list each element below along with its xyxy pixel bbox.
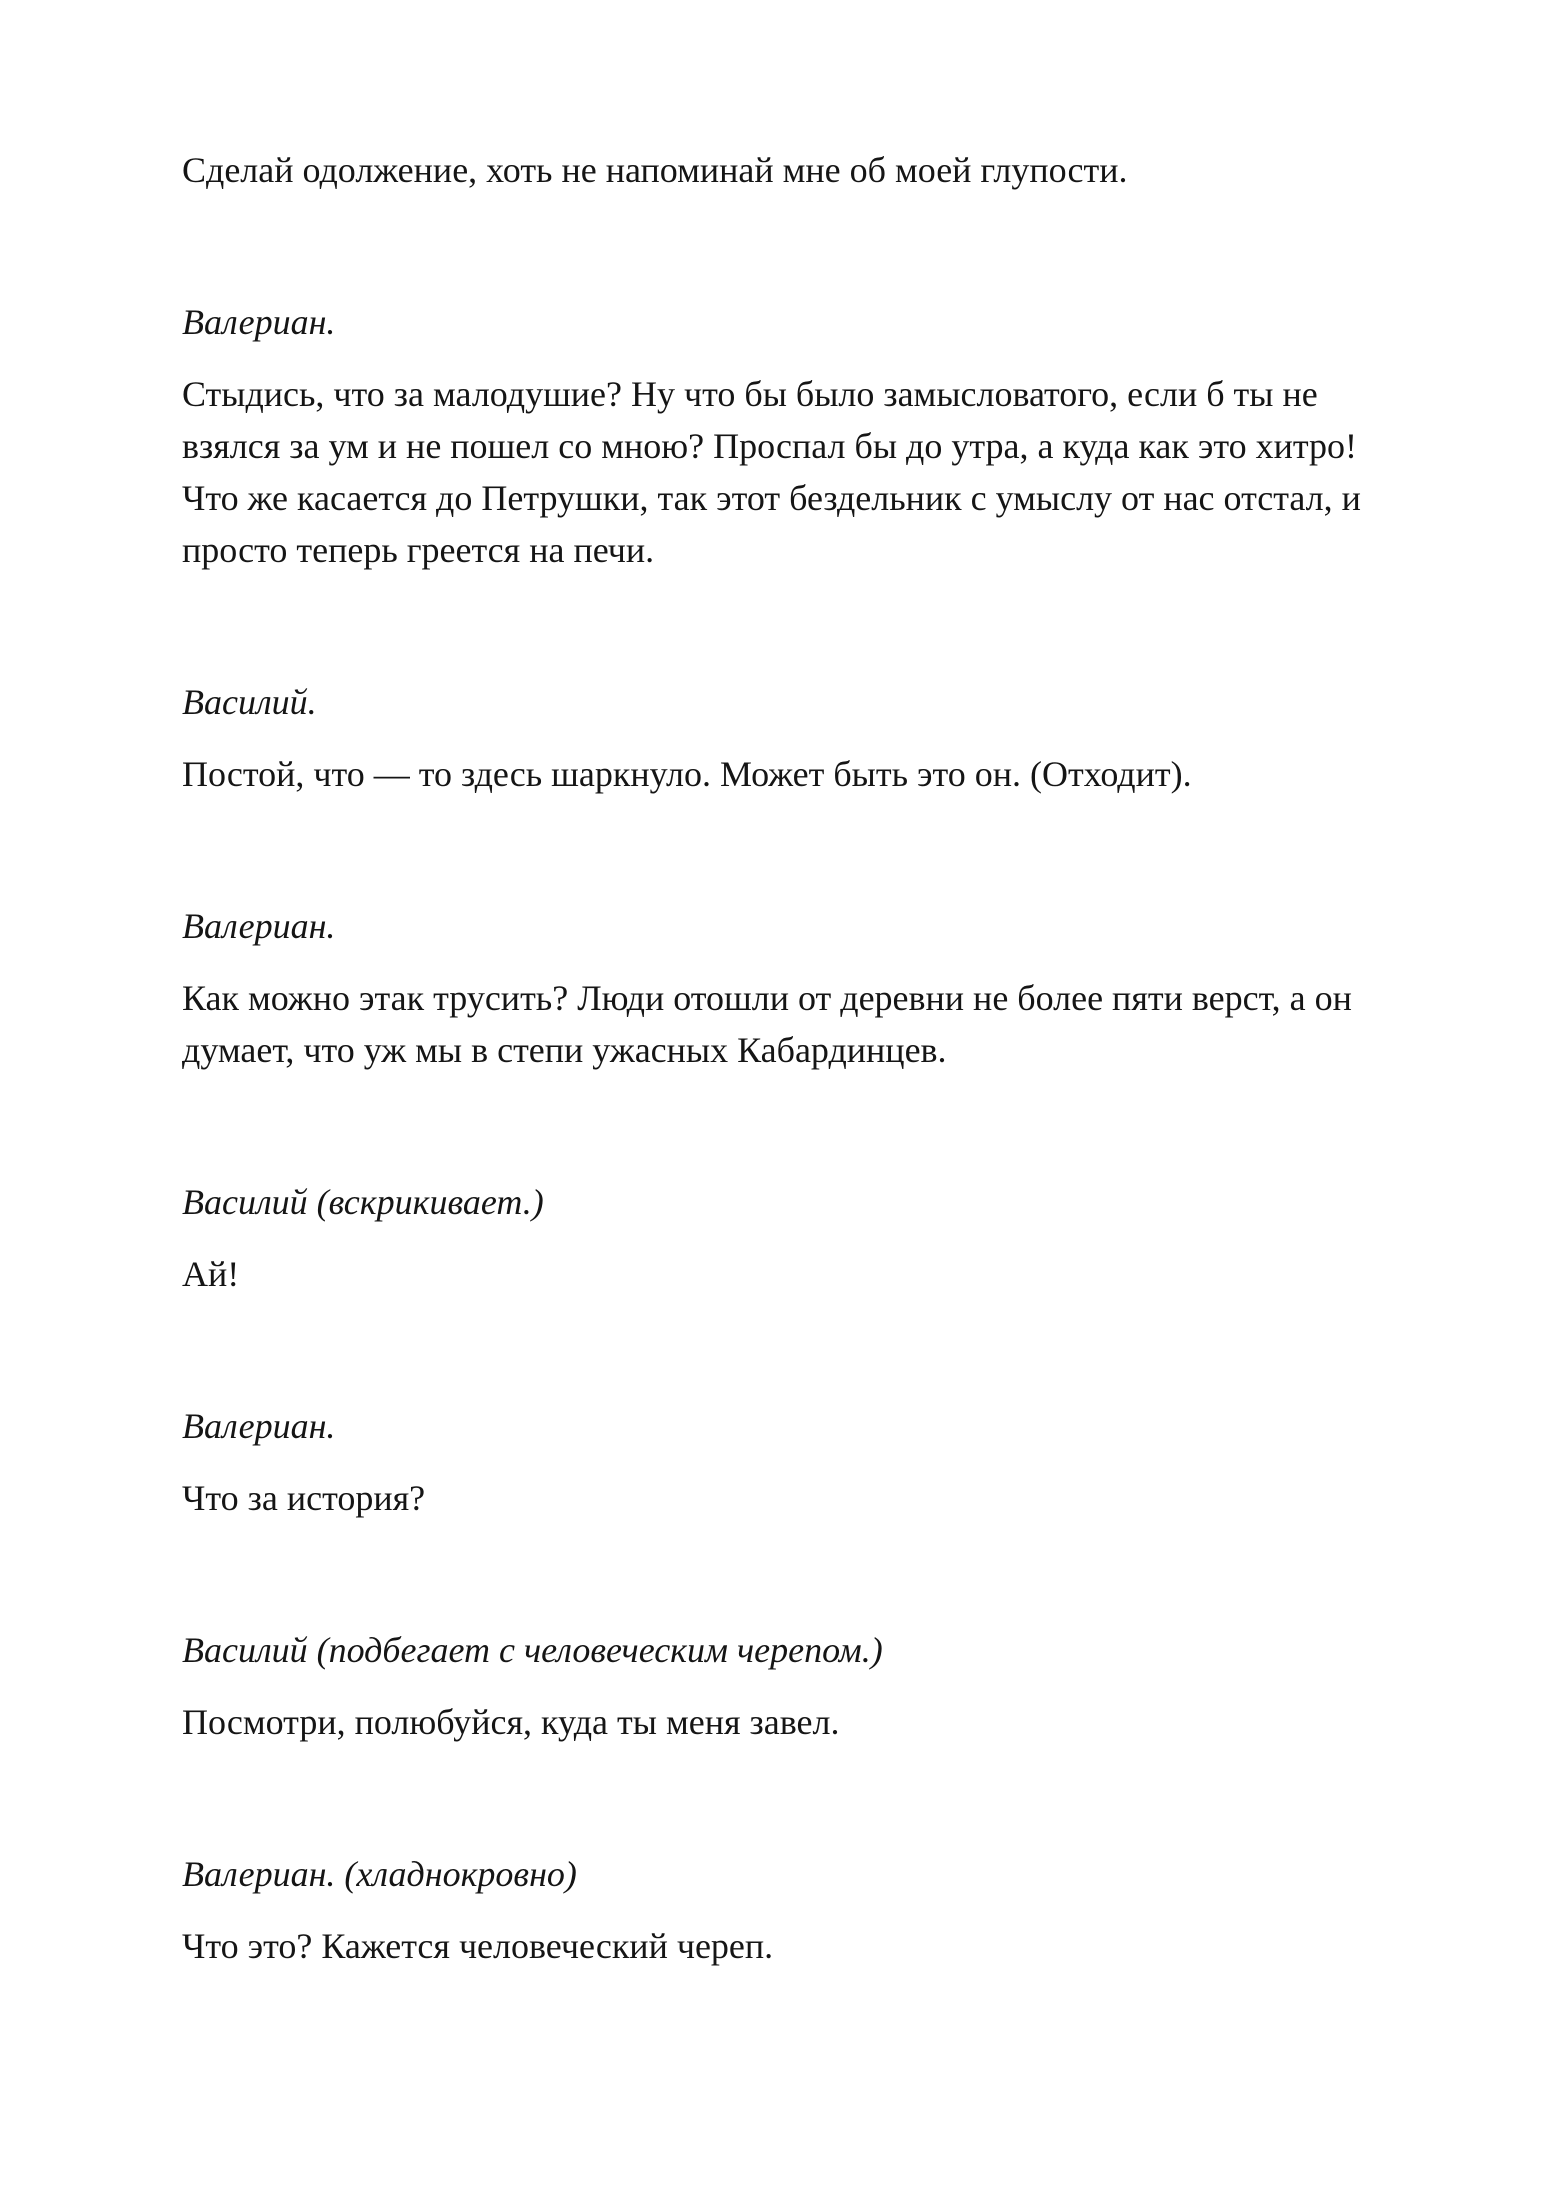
speaker-name: Василий. — [182, 682, 317, 722]
dialogue-block — [182, 676, 1455, 800]
dialogue-block — [182, 1400, 1455, 1524]
speech-text — [182, 1248, 1455, 1300]
speech-line: думает, что уж мы в степи ужасных Кабардинцев. — [182, 1030, 947, 1070]
speaker-name: Валериан. — [182, 1406, 336, 1446]
speech-text — [182, 368, 1455, 576]
speaker-name: Василий (вскрикивает.) — [182, 1182, 544, 1222]
speech-text — [182, 748, 1455, 800]
speech-line: Что же касается до Петрушки, так этот бездельник с умыслу от нас отстал, и — [182, 478, 1361, 518]
speech-line: Что это? Кажется человеческий череп. — [182, 1926, 774, 1966]
speech-line: Как можно этак трусить? Люди отошли от деревни не более пяти верст, а он — [182, 978, 1352, 1018]
speech-text — [182, 1472, 1455, 1524]
speaker-name: Валериан. (хладнокровно) — [182, 1854, 577, 1894]
dialogue-block — [182, 900, 1455, 1076]
speech-text — [182, 972, 1455, 1076]
speaker-name: Василий (подбегает с человеческим черепом.) — [182, 1630, 883, 1670]
speech-line: Ай! — [182, 1254, 240, 1294]
speech-text — [182, 1920, 1455, 1972]
speech-line: взялся за ум и не пошел со мною? Проспал бы до утра, а куда как это хитро! — [182, 426, 1358, 466]
dialogue-block — [182, 144, 1455, 196]
speaker-name: Валериан. — [182, 906, 336, 946]
dialogue-block — [182, 296, 1455, 576]
speech-line: Сделай одолжение, хоть не напоминай мне об моей глупости. — [182, 150, 1128, 190]
dialogue-block — [182, 1624, 1455, 1748]
speech-text — [182, 1696, 1455, 1748]
speech-text — [182, 144, 1455, 196]
speech-line: Стыдись, что за малодушие? Ну что бы было замысловатого, если б ты не — [182, 374, 1318, 414]
dialogue-block — [182, 1176, 1455, 1300]
speech-line: просто теперь греется на печи. — [182, 530, 655, 570]
speech-line: Что за история? — [182, 1478, 426, 1518]
speaker-name: Валериан. — [182, 302, 336, 342]
dialogue-block — [182, 1848, 1455, 1972]
speech-line: Посмотри, полюбуйся, куда ты меня завел. — [182, 1702, 840, 1742]
speech-line: Постой, что — то здесь шаркнуло. Может быть это он. (Отходит). — [182, 754, 1192, 794]
